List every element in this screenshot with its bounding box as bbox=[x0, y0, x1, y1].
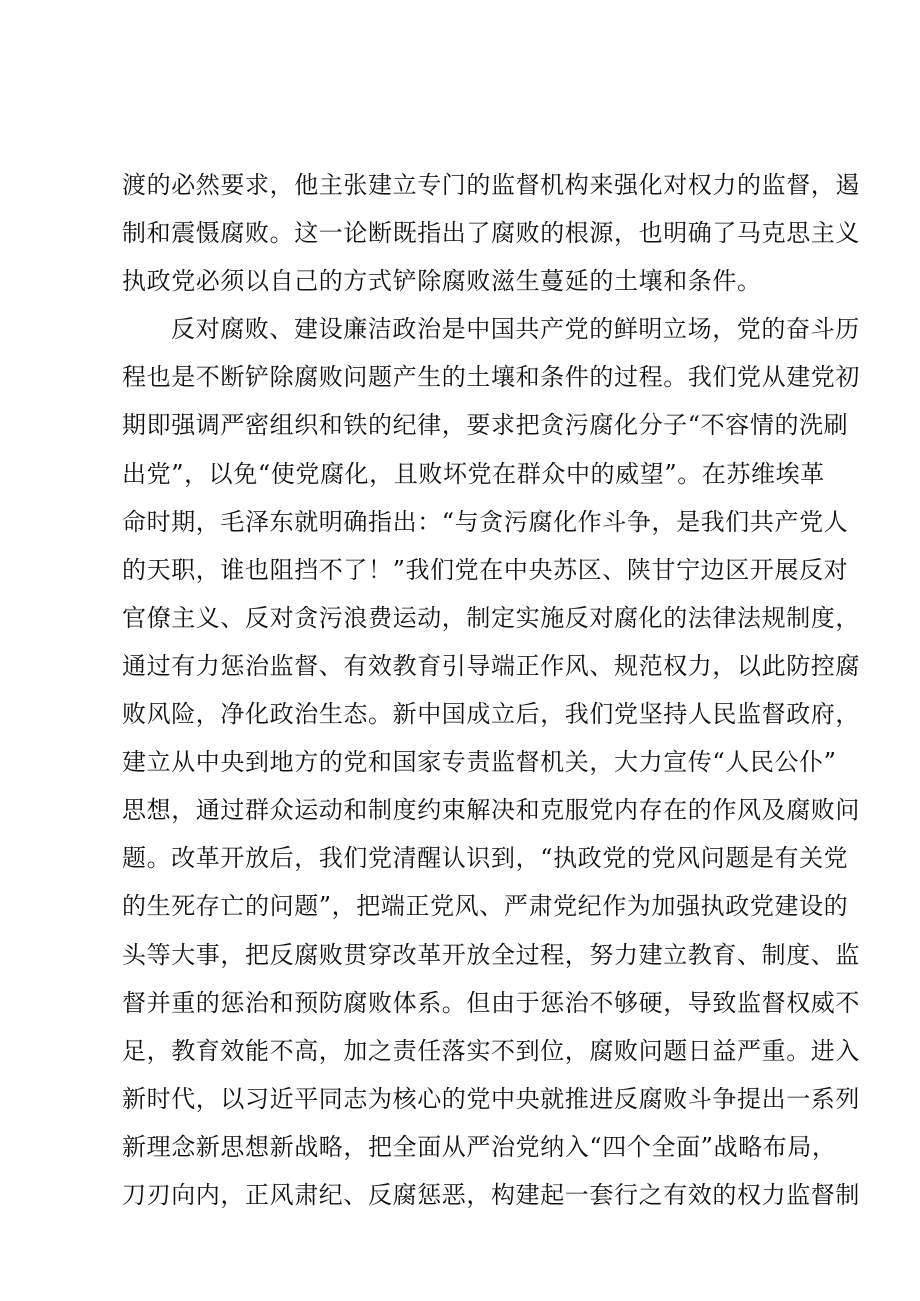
text-line: 新理念新思想新战略，把全面从严治党纳入“四个全面”战略布局， bbox=[122, 1132, 837, 1161]
text-line: 通过有力惩治监督、有效教育引导端正作风、规范权力，以此防控腐 bbox=[122, 651, 860, 680]
text-line: 足，教育效能不高，加之责任落实不到位，腐败问题日益严重。进入 bbox=[122, 1036, 860, 1065]
text-line: 思想，通过群众运动和制度约束解决和克服党内存在的作风及腐败问 bbox=[122, 796, 860, 825]
text-line: 败风险，净化政治生态。新中国成立后，我们党坚持人民监督政府， bbox=[122, 700, 860, 729]
text-line: 的天职，谁也阻挡不了！”我们党在中央苏区、陕甘宁边区开展反对 bbox=[122, 555, 849, 584]
text-line: 头等大事，把反腐败贯穿改革开放全过程，努力建立教育、制度、监 bbox=[122, 940, 860, 969]
text-line: 制和震慑腐败。这一论断既指出了腐败的根源，也明确了马克思主义 bbox=[122, 219, 860, 248]
text-line: 刀刃向内，正风肃纪、反腐惩恶，构建起一套行之有效的权力监督制 bbox=[122, 1180, 860, 1209]
text-line: 执政党必须以自己的方式铲除腐败滋生蔓延的土壤和条件。 bbox=[122, 267, 762, 296]
body-text bbox=[122, 161, 860, 1219]
text-line: 题。改革开放后，我们党清醒认识到，“执政党的党风问题是有关党 bbox=[122, 844, 849, 873]
paragraph-1 bbox=[122, 161, 860, 305]
text-line: 期即强调严密组织和铁的纪律，要求把贪污腐化分子“不容情的洗刷 bbox=[122, 411, 849, 440]
paragraph-2 bbox=[122, 305, 860, 1219]
text-line: 渡的必然要求，他主张建立专门的监督机构来强化对权力的监督，遏 bbox=[122, 171, 860, 199]
text-line: 督并重的惩治和预防腐败体系。但由于惩治不够硬，导致监督权威不 bbox=[122, 988, 860, 1017]
text-line: 的生死存亡的问题”，把端正党风、严肃党纪作为加强执政党建设的 bbox=[122, 892, 849, 921]
text-line: 建立从中央到地方的党和国家专责监督机关，大力宣传“人民公仆” bbox=[122, 748, 837, 777]
text-line: 程也是不断铲除腐败问题产生的土壤和条件的过程。我们党从建党初 bbox=[122, 363, 860, 392]
text-line: 新时代，以习近平同志为核心的党中央就推进反腐败斗争提出一系列 bbox=[122, 1084, 860, 1113]
text-line: 出党”，以免“使党腐化，且败坏党在群众中的威望”。在苏维埃革 bbox=[122, 459, 825, 488]
text-line: 命时期，毛泽东就明确指出：“与贪污腐化作斗争，是我们共产党人 bbox=[122, 507, 849, 536]
text-line: 反对腐败、建设廉洁政治是中国共产党的鲜明立场，党的奋斗历 bbox=[171, 315, 860, 344]
text-line: 官僚主义、反对贪污浪费运动，制定实施反对腐化的法律法规制度， bbox=[122, 603, 860, 632]
